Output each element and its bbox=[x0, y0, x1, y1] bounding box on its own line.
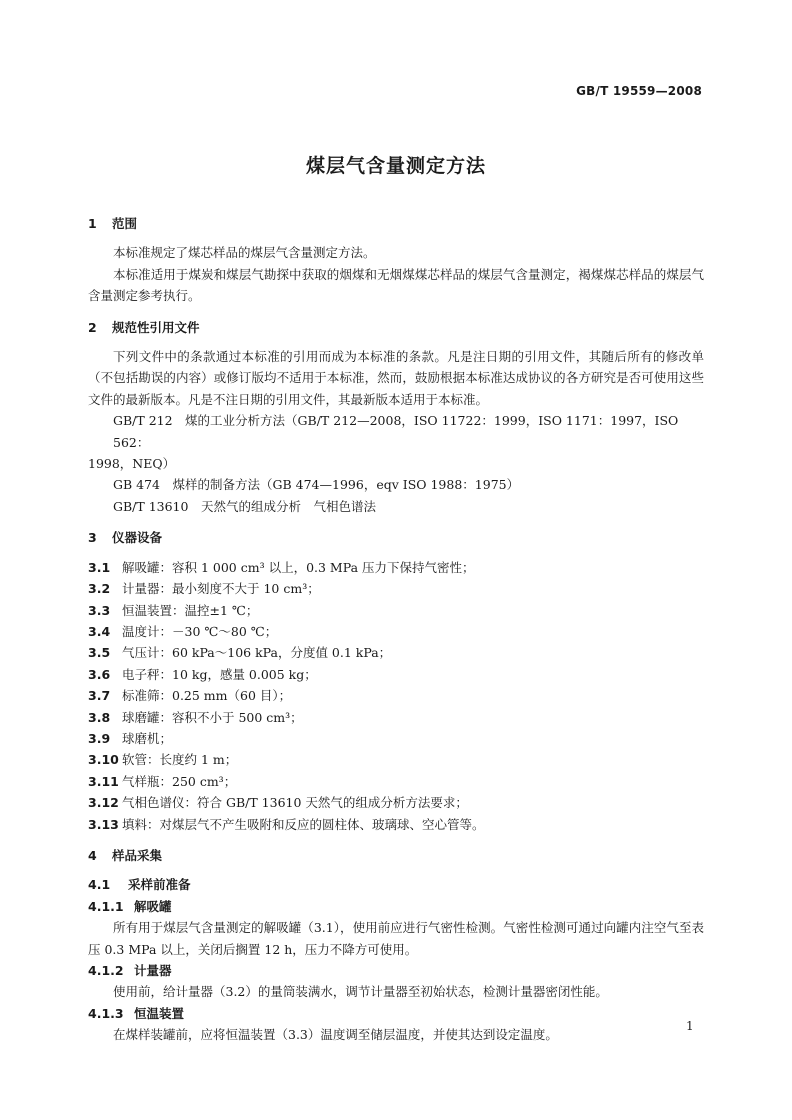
subsection-heading: 4.1 采样前准备 bbox=[88, 877, 191, 893]
list-item: 3.9 球磨机； bbox=[88, 730, 173, 746]
standard-number: GB/T 19559—2008 bbox=[576, 84, 702, 98]
reference-item: GB/T 13610 天然气的组成分析 气相色谱法 bbox=[113, 498, 376, 514]
list-item: 3.11 气样瓶：250 cm³； bbox=[88, 773, 237, 789]
paragraph: 下列文件中的条款通过本标准的引用而成为本标准的条款。凡是注日期的引用文件，其随后所有的修改单（不包括勘误的内容）或修订版均不适用于本标准，然而，鼓励根据本标准达成协议的各方研究是否可使用这些文件的最新版本。凡是不注日期的引用文件，其最新版本适用于本标准。 bbox=[88, 349, 704, 407]
subsection-heading: 4.1.3 恒温装置 bbox=[88, 1005, 185, 1021]
list-item: 3.5 气压计：60 kPa～106 kPa，分度值 0.1 kPa； bbox=[88, 645, 392, 661]
paragraph: 本标准适用于煤炭和煤层气勘探中获取的烟煤和无烟煤煤芯样品的煤层气含量测定，褐煤煤芯样品的煤层气含量测定参考执行。 bbox=[88, 266, 704, 304]
list-item: 3.6 电子秤：10 kg，感量 0.005 kg； bbox=[88, 666, 317, 682]
list-item: 3.8 球磨罐：容积不小于 500 cm³； bbox=[88, 709, 303, 725]
list-item: 3.2 计量器：最小刻度不大于 10 cm³； bbox=[88, 581, 320, 597]
section-heading: 4 样品采集 bbox=[88, 847, 163, 863]
paragraph: 所有用于煤层气含量测定的解吸罐（3.1），使用前应进行气密性检测。气密性检测可通过向罐内注空气至表压 0.3 MPa 以上，关闭后搁置 12 h，压力不降方可使用。 bbox=[88, 920, 704, 957]
section-heading: 2 规范性引用文件 bbox=[88, 319, 200, 335]
section-heading: 1 范围 bbox=[88, 216, 138, 231]
paragraph: 使用前，给计量器（3.2）的量筒装满水，调节计量器至初始状态，检测计量器密闭性能。 bbox=[113, 984, 608, 1000]
page-number: 1 bbox=[686, 1019, 694, 1033]
list-item: 3.12 气相色谱仪：符合 GB/T 13610 天然气的组成分析方法要求； bbox=[88, 795, 468, 811]
list-item: 3.13 填料：对煤层气不产生吸附和反应的圆柱体、玻璃球、空心管等。 bbox=[88, 816, 485, 832]
reference-item: 1998，NEQ） bbox=[88, 456, 176, 472]
section-heading: 3 仪器设备 bbox=[88, 530, 163, 546]
subsection-heading: 4.1.1 解吸罐 bbox=[88, 898, 172, 914]
list-item: 3.7 标准筛：0.25 mm（60 目）； bbox=[88, 688, 292, 704]
list-item: 3.10 软管：长度约 1 m； bbox=[88, 752, 238, 768]
paragraph: 在煤样装罐前，应将恒温装置（3.3）温度调至储层温度，并使其达到设定温度。 bbox=[113, 1027, 558, 1043]
paragraph: 本标准规定了煤芯样品的煤层气含量测定方法。 bbox=[113, 245, 376, 261]
subsection-heading: 4.1.2 计量器 bbox=[88, 963, 172, 978]
reference-item: GB/T 212 煤的工业分析方法（GB/T 212—2008，ISO 11722：1999，ISO 1171：1997，ISO 562： bbox=[113, 413, 679, 450]
list-item: 3.4 温度计：－30 ℃～80 ℃； bbox=[88, 623, 278, 639]
reference-item: GB 474 煤样的制备方法（GB 474—1996，eqv ISO 1988：1975） bbox=[113, 477, 520, 493]
list-item: 3.3 恒温装置：温控±1 ℃； bbox=[88, 602, 259, 618]
document-title: 煤层气含量测定方法 bbox=[305, 155, 486, 177]
document-body bbox=[88, 213, 704, 1046]
list-item: 3.1 解吸罐：容积 1 000 cm³ 以上，0.3 MPa 压力下保持气密性； bbox=[88, 559, 475, 575]
